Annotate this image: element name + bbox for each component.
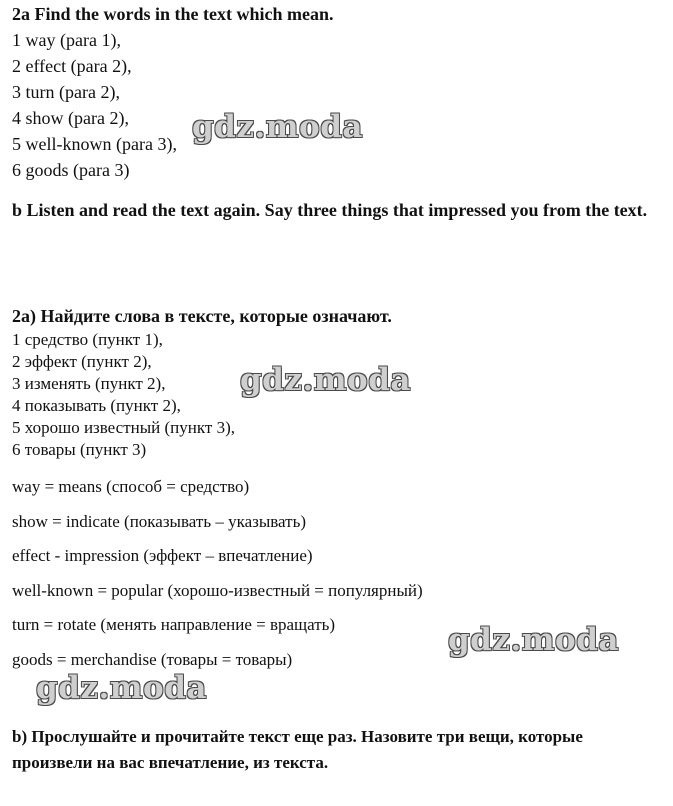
watermark-logo: gdz.moda bbox=[448, 622, 619, 658]
word-item-4: 4 show (para 2), bbox=[12, 108, 129, 128]
task-2a-heading: 2a Find the words in the text which mean. bbox=[12, 4, 334, 24]
answer-line-6: goods = merchandise (товары = товары) bbox=[12, 650, 293, 669]
word-item-3: 3 turn (para 2), bbox=[12, 82, 120, 102]
ru-word-item-2: 2 эффект (пункт 2), bbox=[12, 352, 152, 371]
task-b-ru-heading: b) Прослушайте и прочитайте текст еще раз. Назовите три вещи, которые произвели на вас впечатление, из текста. bbox=[12, 727, 583, 772]
ru-word-item-1: 1 средство (пункт 1), bbox=[12, 330, 163, 349]
answer-line-2: show = indicate (показывать – указывать) bbox=[12, 512, 307, 531]
watermark-logo: gdz.moda bbox=[36, 670, 207, 706]
ru-word-item-6: 6 товары (пункт 3) bbox=[12, 440, 147, 459]
answer-line-1: way = means (способ = средство) bbox=[12, 477, 250, 496]
word-item-5: 5 well-known (para 3), bbox=[12, 134, 177, 154]
ru-word-item-5: 5 хорошо известный (пункт 3), bbox=[12, 418, 235, 437]
task-2a-ru-heading: 2a) Найдите слова в тексте, которые означают. bbox=[12, 306, 392, 326]
watermark-logo: gdz.moda bbox=[192, 109, 363, 145]
word-item-6: 6 goods (para 3) bbox=[12, 160, 130, 180]
ru-word-item-3: 3 изменять (пункт 2), bbox=[12, 374, 166, 393]
answer-line-5: turn = rotate (менять направление = вращать) bbox=[12, 615, 336, 634]
answer-line-4: well-known = popular (хорошо-известный = популярный) bbox=[12, 581, 423, 600]
watermark-logo: gdz.moda bbox=[240, 362, 411, 398]
ru-word-item-4: 4 показывать (пункт 2), bbox=[12, 396, 181, 415]
task-b-heading: b Listen and read the text again. Say three things that impressed you from the text. bbox=[12, 200, 648, 220]
word-item-2: 2 effect (para 2), bbox=[12, 56, 132, 76]
word-item-1: 1 way (para 1), bbox=[12, 30, 121, 50]
answer-line-3: effect - impression (эффект – впечатление) bbox=[12, 546, 313, 565]
